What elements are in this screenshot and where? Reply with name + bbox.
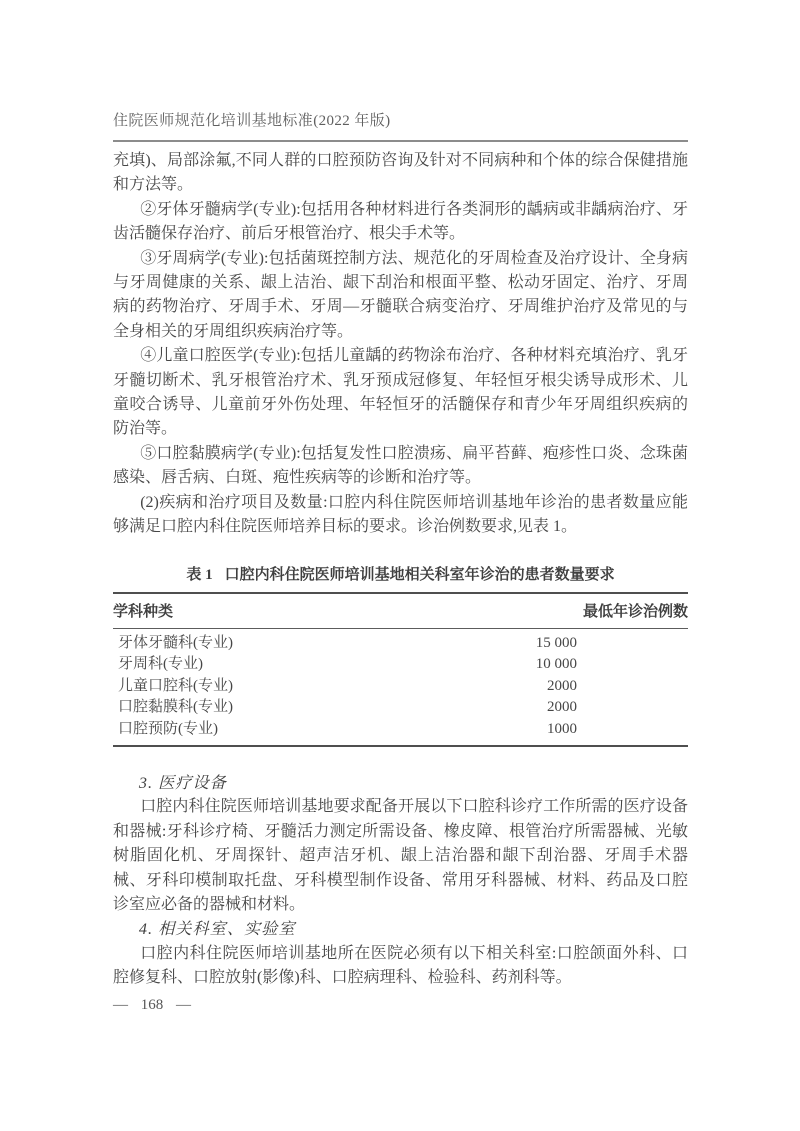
table-title <box>113 563 688 584</box>
table-block <box>113 563 688 748</box>
cell-discipline: 口腔预防(专业) <box>118 720 218 737</box>
page-number: — 168 — <box>113 996 191 1013</box>
cell-discipline: 口腔黏膜科(专业) <box>118 699 233 715</box>
paragraph: ⑤口腔黏膜病学(专业):包括复发性口腔溃疡、扁平苔藓、疱疹性口炎、念珠菌感染、唇舌病、白斑、疱性疾病等的诊断和治疗等。 <box>113 444 688 487</box>
section-related-departments <box>113 917 688 990</box>
body-text <box>113 149 688 540</box>
column-header-min-cases: 最低年诊治例数 <box>420 593 688 629</box>
column-header-discipline: 学科种类 <box>113 593 420 629</box>
paragraph: ④儿童口腔医学(专业):包括儿童龋的药物涂布治疗、各种材料充填治疗、乳牙牙髓切断术、乳牙根管治疗术、乳牙预成冠修复、年轻恒牙根尖诱导成形术、儿童咬合诱导、儿童前牙外伤处理、年轻恒牙的活髓保存和青少年牙周组织疾病的防治等。 <box>113 347 688 438</box>
requirements-table <box>113 592 688 748</box>
paragraph: ②牙体牙髓病学(专业):包括用各种材料进行各类洞形的龋病或非龋病治疗、牙齿活髓保存治疗、前后牙根管治疗、根尖手术等。 <box>113 200 688 243</box>
cell-min-cases: 1000 <box>547 720 577 737</box>
paragraph: (2)疾病和治疗项目及数量:口腔内科住院医师培训基地年诊治的患者数量应能够满足口腔内科住院医师培养目标的要求。诊治例数要求,见表 1。 <box>113 493 688 536</box>
cell-discipline: 牙体牙髓科(专业) <box>118 634 233 651</box>
table-row <box>113 654 688 676</box>
table-row <box>113 697 688 719</box>
paragraph: 充填)、局部涂氟,不同人群的口腔预防咨询及针对不同病种和个体的综合保健措施和方法等。 <box>113 152 688 194</box>
table-caption: 口腔内科住院医师培训基地相关科室年诊治的患者数量要求 <box>224 566 615 583</box>
section-heading: 4. 相关科室、实验室 <box>138 920 296 939</box>
cell-discipline: 牙周科(专业) <box>118 656 203 672</box>
table-header-row <box>113 593 688 629</box>
table-row <box>113 628 688 654</box>
page-footer <box>113 994 688 1016</box>
cell-min-cases: 2000 <box>547 699 577 715</box>
table-label: 表 1 <box>186 566 213 583</box>
cell-min-cases: 15 000 <box>535 634 577 651</box>
running-header <box>113 111 688 142</box>
table-row <box>113 676 688 698</box>
cell-min-cases: 2000 <box>547 677 577 694</box>
paragraph: 口腔内科住院医师培训基地所在医院必须有以下相关科室:口腔颌面外科、口腔修复科、口腔放射(影像)科、口腔病理科、检验科、药剂科等。 <box>113 944 688 987</box>
table-row <box>113 719 688 747</box>
cell-discipline: 儿童口腔科(专业) <box>118 677 233 694</box>
section-heading: 3. 医疗设备 <box>138 774 227 792</box>
running-header-title: 住院医师规范化培训基地标准(2022 年版) <box>113 113 391 129</box>
section-medical-equipment <box>113 771 688 917</box>
paragraph: 口腔内科住院医师培训基地要求配备开展以下口腔科诊疗工作所需的医疗设备和器械:牙科诊疗椅、牙髓活力测定所需设备、橡皮障、根管治疗所需器械、光敏树脂固化机、牙周探针、超声洁牙机、龈上洁治器和龈下刮治器、牙周手术器械、牙科印模制取托盘、牙科模型制作设备、常用牙科器械、材料、药品及口腔诊室应必备的器械和材料。 <box>113 798 688 914</box>
paragraph: ③牙周病学(专业):包括菌斑控制方法、规范化的牙周检查及治疗设计、全身病与牙周健康的关系、龈上洁治、龈下刮治和根面平整、松动牙固定、治疗、牙周病的药物治疗、牙周手术、牙周—牙髓联合病变治疗、牙周维护治疗及常见的与全身相关的牙周组织疾病治疗等。 <box>113 249 688 340</box>
cell-min-cases: 10 000 <box>535 656 577 672</box>
